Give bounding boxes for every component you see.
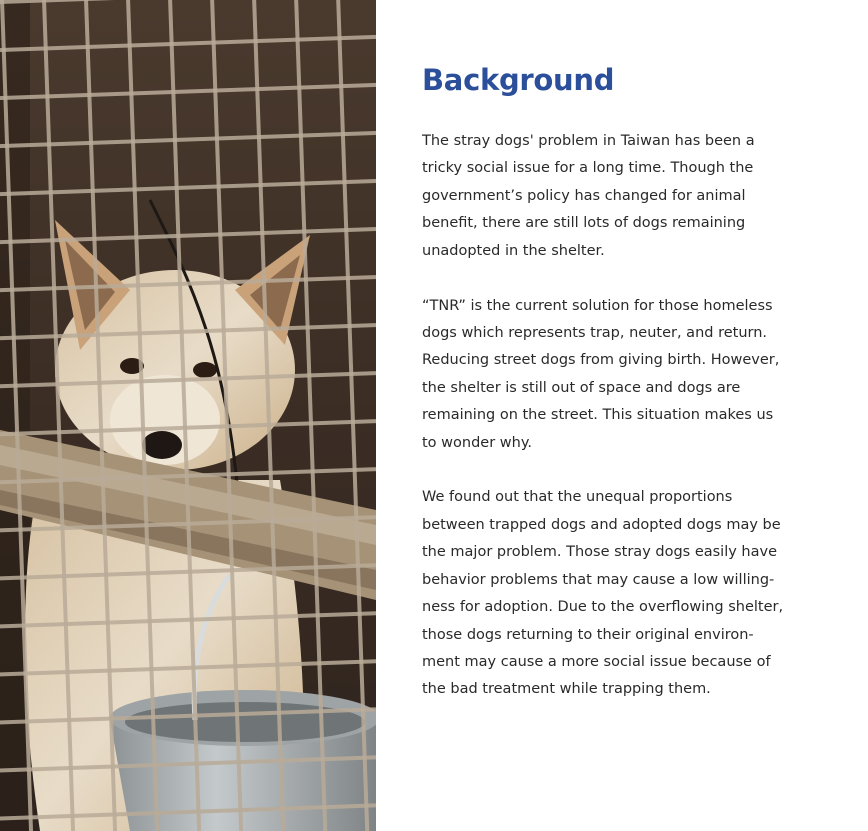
text-line: unadopted in the shelter. [422, 242, 605, 259]
page-heading: Background [422, 63, 615, 97]
text-line: ment may cause a more social issue because of [422, 653, 771, 670]
text-line: The stray dogs' problem in Taiwan has been a [422, 133, 755, 149]
text-line: dogs which represents trap, neuter, and return. [422, 324, 768, 341]
text-line: those dogs returning to their original environ- [422, 626, 754, 643]
paragraph-1 [422, 128, 822, 265]
paragraph-3 [422, 484, 822, 703]
text-line: the bad treatment while trapping them. [422, 681, 711, 698]
text-line: remaining on the street. This situation makes us [422, 407, 774, 424]
text-line: Reducing street dogs from giving birth. However, [422, 352, 780, 369]
text-line: the major problem. Those stray dogs easily have [422, 544, 778, 561]
text-line: “TNR” is the current solution for those homeless [422, 297, 773, 314]
text-line: behavior problems that may cause a low willing- [422, 571, 775, 588]
text-line: to wonder why. [422, 434, 532, 451]
text-line: between trapped dogs and adopted dogs may be [422, 516, 781, 533]
text-line: We found out that the unequal proportions [422, 489, 733, 506]
dog-in-cage-photo [0, 0, 376, 831]
text-line: tricky social issue for a long time. Though the [422, 160, 754, 177]
text-line: benefit, there are still lots of dogs remaining [422, 215, 746, 232]
text-column [422, 60, 822, 731]
text-line: the shelter is still out of space and dogs are [422, 379, 741, 396]
paragraph-2 [422, 293, 822, 457]
text-line: government’s policy has changed for animal [422, 187, 746, 204]
text-line: ness for adoption. Due to the overflowing shelter, [422, 599, 784, 616]
